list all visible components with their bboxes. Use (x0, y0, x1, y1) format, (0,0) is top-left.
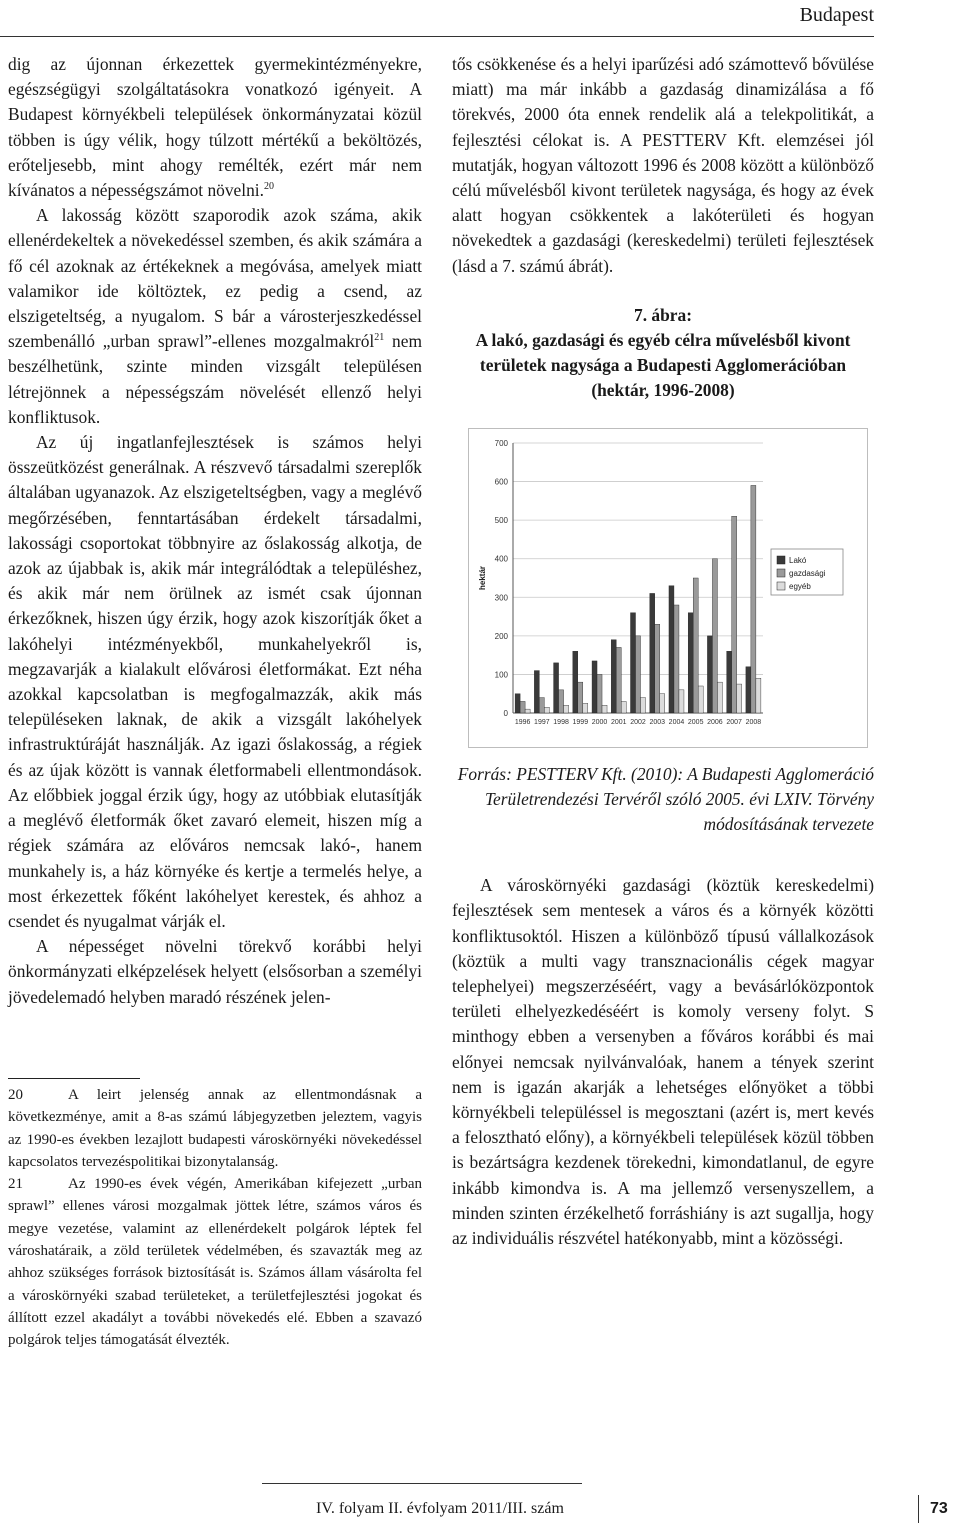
left-column (8, 52, 422, 1010)
paragraph: A városkörnyéki gazdasági (köztük kereskedelmi) fejlesztések sem mentesek a város és a környék közötti konfliktusoktól. Hiszen a különböző típusú vállalkozások (köztük a multi vagy transznacionális cégek magyar telephelyei) megszerzéséért, vagy a bevásárlóközpontok területi elhelyezkedéséért is komoly verseny folyt. S minthogy ebben a versenyben a főváros korábbi és mai előnyei nemcsak nyilvánvalóak, hanem a tények szerint nem is igazán akarják a lehetséges előnyöket a többi környékbeli településsel is megosztani (azért is, mert kevés a felosztható előny), a környékbeli települések közül többen is bezártságra kezdenek törekedni, kimondatlanul, de egyre inkább kimondva is. A ma jellemző versenyszellem, a minden szinten érzékelhető forráshiány is azt sugallja, hogy az individuális részvétel hatékonyabb, mint a közösségi. (452, 875, 874, 1249)
footnote-ref[interactable]: 20 (263, 181, 274, 193)
y-axis-label: hektár (478, 565, 487, 590)
bar-egyéb (525, 709, 530, 713)
paragraph: Az új ingatlanfejlesztések is számos helyi összeütközést generálnak. A részvevő társadalmi szereplők általában ugyanazok. Az elszigeteltségben, vagy a meglévő megőrzésében, fenntartásában érdekelt társadalmi, lakossági csoportokat többnyire az őslakosság alkotja, de azok az újabbak is, akik már integrálódtak a településhez, és akik már nem örülnek az ismét csak újonnan érkezőknek, hiszen úgy érzik, hogy azok kiszorítják őket a lakóhelyi intézményekből, munkahelyekről is, megzavarják a kialakult elővárosi életformákat. Ezt néha azokkal kapcsolatban is megfogalmazzák, akik más településeken laknak, de akik a vizsgált lakóhelyek infrastruktúráját használják. Az igazi őslakosság, a régiek és az újak között is vannak életformabeli ellentmondások. Az előbbiek joggal érzik úgy, hogy az utóbbiak elutasítják a meglévő életformák őket zavaró elemeit, hiszen míg a régiek számára az előváros nemcsak lakó-, hanem munkahely is, a ház környéke és kertje a termelés helye, a most érkezettek főként lakóhelyet kerestek, és ahhoz a csendet és nyugalmat várják el. (8, 432, 422, 931)
bar-egyéb (621, 701, 626, 713)
bar-Lakó (631, 612, 636, 712)
bar-egyéb (660, 693, 665, 712)
bar-chart (468, 428, 868, 748)
x-tick-label: 2007 (726, 718, 742, 726)
paragraph-text: A lakosság között szaporodik azok száma, akik ellenérdekeltek a növekedéssel szemben, és akik számára a fő cél azoknak az értékeknek a megóvása, amelyek miatt valamikor ide költöztek, ez pedig a csend, az elszigeteltség, a nyugalom. S bár a városterjeszkedéssel szembenálló „urban sprawl”-ellenes mozgalmakról (8, 205, 422, 352)
bar-egyéb (544, 707, 549, 713)
x-tick-label: 1998 (553, 718, 569, 726)
bar-Lakó (515, 693, 520, 712)
bar-gazdasági (539, 697, 544, 712)
bar-gazdasági (597, 674, 602, 713)
footnote-ref[interactable]: 21 (374, 332, 385, 344)
y-tick-label: 300 (494, 592, 508, 602)
y-tick-label: 700 (494, 438, 508, 448)
legend-swatch (777, 569, 785, 577)
legend-swatch (777, 556, 785, 564)
x-tick-label: 2008 (745, 718, 762, 726)
bar-Lakó (669, 585, 674, 712)
bar-egyéb (641, 697, 646, 712)
footnote (8, 1084, 422, 1173)
bar-gazdasági (712, 558, 717, 712)
bar-egyéb (698, 686, 703, 713)
bar-egyéb (602, 705, 607, 713)
x-tick-label: 2004 (668, 718, 685, 726)
bar-egyéb (564, 705, 569, 713)
bar-Lakó (707, 635, 712, 712)
bar-gazdasági (751, 485, 756, 713)
bar-egyéb (583, 703, 588, 713)
y-tick-label: 100 (494, 670, 508, 680)
paragraph (8, 52, 422, 203)
figure-source: Forrás: PESTTERV Kft. (2010): A Budapesti Agglomeráció Területrendezési Tervéről szóló 2005. évi LXIV. Törvény módosításának tervezete (457, 763, 874, 835)
footer-separator (918, 1495, 919, 1523)
x-tick-label: 2006 (707, 718, 723, 726)
footnote (8, 1173, 422, 1351)
bar-gazdasági (578, 682, 583, 713)
bar-Lakó (650, 593, 655, 713)
y-tick-label: 0 (503, 708, 508, 718)
y-tick-label: 500 (494, 515, 508, 525)
bar-gazdasági (636, 635, 641, 712)
footer-divider (262, 1483, 582, 1484)
footnote-number: 20 (8, 1087, 23, 1103)
legend-label: gazdasági (789, 568, 826, 578)
bar-egyéb (737, 684, 742, 713)
footnote-number: 21 (8, 1176, 23, 1193)
footnote-divider (8, 1078, 140, 1079)
figure-caption: A lakó, gazdasági és egyéb célra művelésből kivont területek nagysága a Budapesti Agglomerációban (hektár, 1996-2008) (475, 330, 851, 401)
bar-Lakó (611, 639, 616, 712)
x-tick-label: 1999 (572, 718, 589, 726)
header-divider (0, 36, 874, 37)
bar-Lakó (554, 662, 559, 712)
x-tick-label: 1997 (534, 718, 550, 726)
running-title: Budapest (799, 4, 874, 26)
chart-svg (469, 429, 867, 747)
bar-Lakó (688, 612, 693, 712)
right-column (452, 52, 874, 1251)
journal-issue: IV. folyam II. évfolyam 2011/III. szám (316, 1500, 564, 1517)
bar-gazdasági (693, 578, 698, 713)
legend-label: Lakó (789, 555, 807, 565)
footnote-text: Az 1990-es évek végén, Amerikában kifejezett „urban sprawl” ellenes városi mozgalmak jöttek létre, számos város és megye vezetése, valamint az ellenérdekelt polgárok léptek fel városhatáraik, a zöld területek védelmében, és szavazták meg az ahhoz szükséges források biztosítását is. Számos állam vásárolta fel a városkörnyéki szabad területeket, a területfejlesztési jogokat és állított ezzel akadályt a további növekedés elé. Ebben a szavazó polgárok teljes támogatását élvezték. (8, 1176, 422, 1349)
x-tick-label: 1996 (514, 718, 531, 726)
bar-Lakó (573, 651, 578, 713)
bar-Lakó (534, 670, 539, 712)
bar-gazdasági (520, 701, 525, 713)
paragraph: A népességet növelni törekvő korábbi helyi önkormányzati elképzelések helyett (elsősorban a személyi jövedelemadó helyben maradó részének jelen- (8, 936, 422, 1007)
footnotes (8, 1084, 422, 1352)
figure-number: 7. ábra: (634, 304, 692, 325)
paragraph-text: nem beszélhetünk, szinte minden vizsgált településen létrejönnek a népességszám növelését ellenző helyi konfliktusok. (8, 331, 422, 427)
bar-gazdasági (732, 516, 737, 713)
legend-label: egyéb (789, 581, 811, 591)
bar-Lakó (746, 666, 751, 712)
bar-Lakó (727, 651, 732, 713)
y-tick-label: 200 (494, 631, 508, 641)
footnote-text: A leirt jelenség annak az ellentmondásnak a következménye, amit a 8-as számú lábjegyzetben jeleztem, vagyis az 1990-es években lezajlott budapesti városkörnyéki növekedéssel kapcsolatos tervezéspolitikai bizonytalanság. (8, 1087, 422, 1170)
bar-Lakó (592, 661, 597, 713)
paragraph (8, 203, 422, 430)
bar-egyéb (717, 682, 722, 713)
bar-gazdasági (655, 624, 660, 713)
x-tick-label: 2000 (591, 718, 608, 726)
bar-egyéb (756, 678, 761, 713)
legend-swatch (777, 582, 785, 590)
x-tick-label: 2003 (649, 718, 666, 726)
x-tick-label: 2001 (610, 718, 627, 726)
y-tick-label: 600 (494, 477, 508, 487)
bar-gazdasági (616, 647, 621, 713)
figure-title (452, 303, 874, 404)
bar-gazdasági (559, 689, 564, 712)
y-tick-label: 400 (494, 554, 508, 564)
bar-gazdasági (674, 605, 679, 713)
paragraph-text: dig az újonnan érkezettek gyermekintézményekre, egészségügyi szolgáltatásokra vonatkozó igényeit. A Budapest környékbeli települések önkormányzatai közül többen is úgy vélik, hogy túlzott mértékű a beköltözés, erőteljesebb, mint ahogy remélték, ezért már nem kívánatos a népességszámot növelni. (8, 54, 422, 201)
bar-egyéb (679, 689, 684, 712)
x-tick-label: 2002 (630, 718, 646, 726)
x-tick-label: 2005 (687, 718, 704, 726)
paragraph: tős csökkenése és a helyi iparűzési adó számottevő bővülése miatt) ma már inkább a gazdaság dinamizálása a fő törekvés, 2000 óta ennek rendelik alá a telekpolitikát, a fejlesztési célokat is. A PESTTERV Kft. elemzései jól mutatják, hogyan változott 1996 és 2008 között a különböző célú művelésből kivont területek nagysága, és hogy az évek alatt hogyan csökkentek a lakóterületi és hogyan növekedtek a gazdasági (kereskedelmi) területi fejlesztések (lásd a 7. számú ábrát). (452, 54, 874, 276)
page-number: 73 (930, 1500, 948, 1517)
